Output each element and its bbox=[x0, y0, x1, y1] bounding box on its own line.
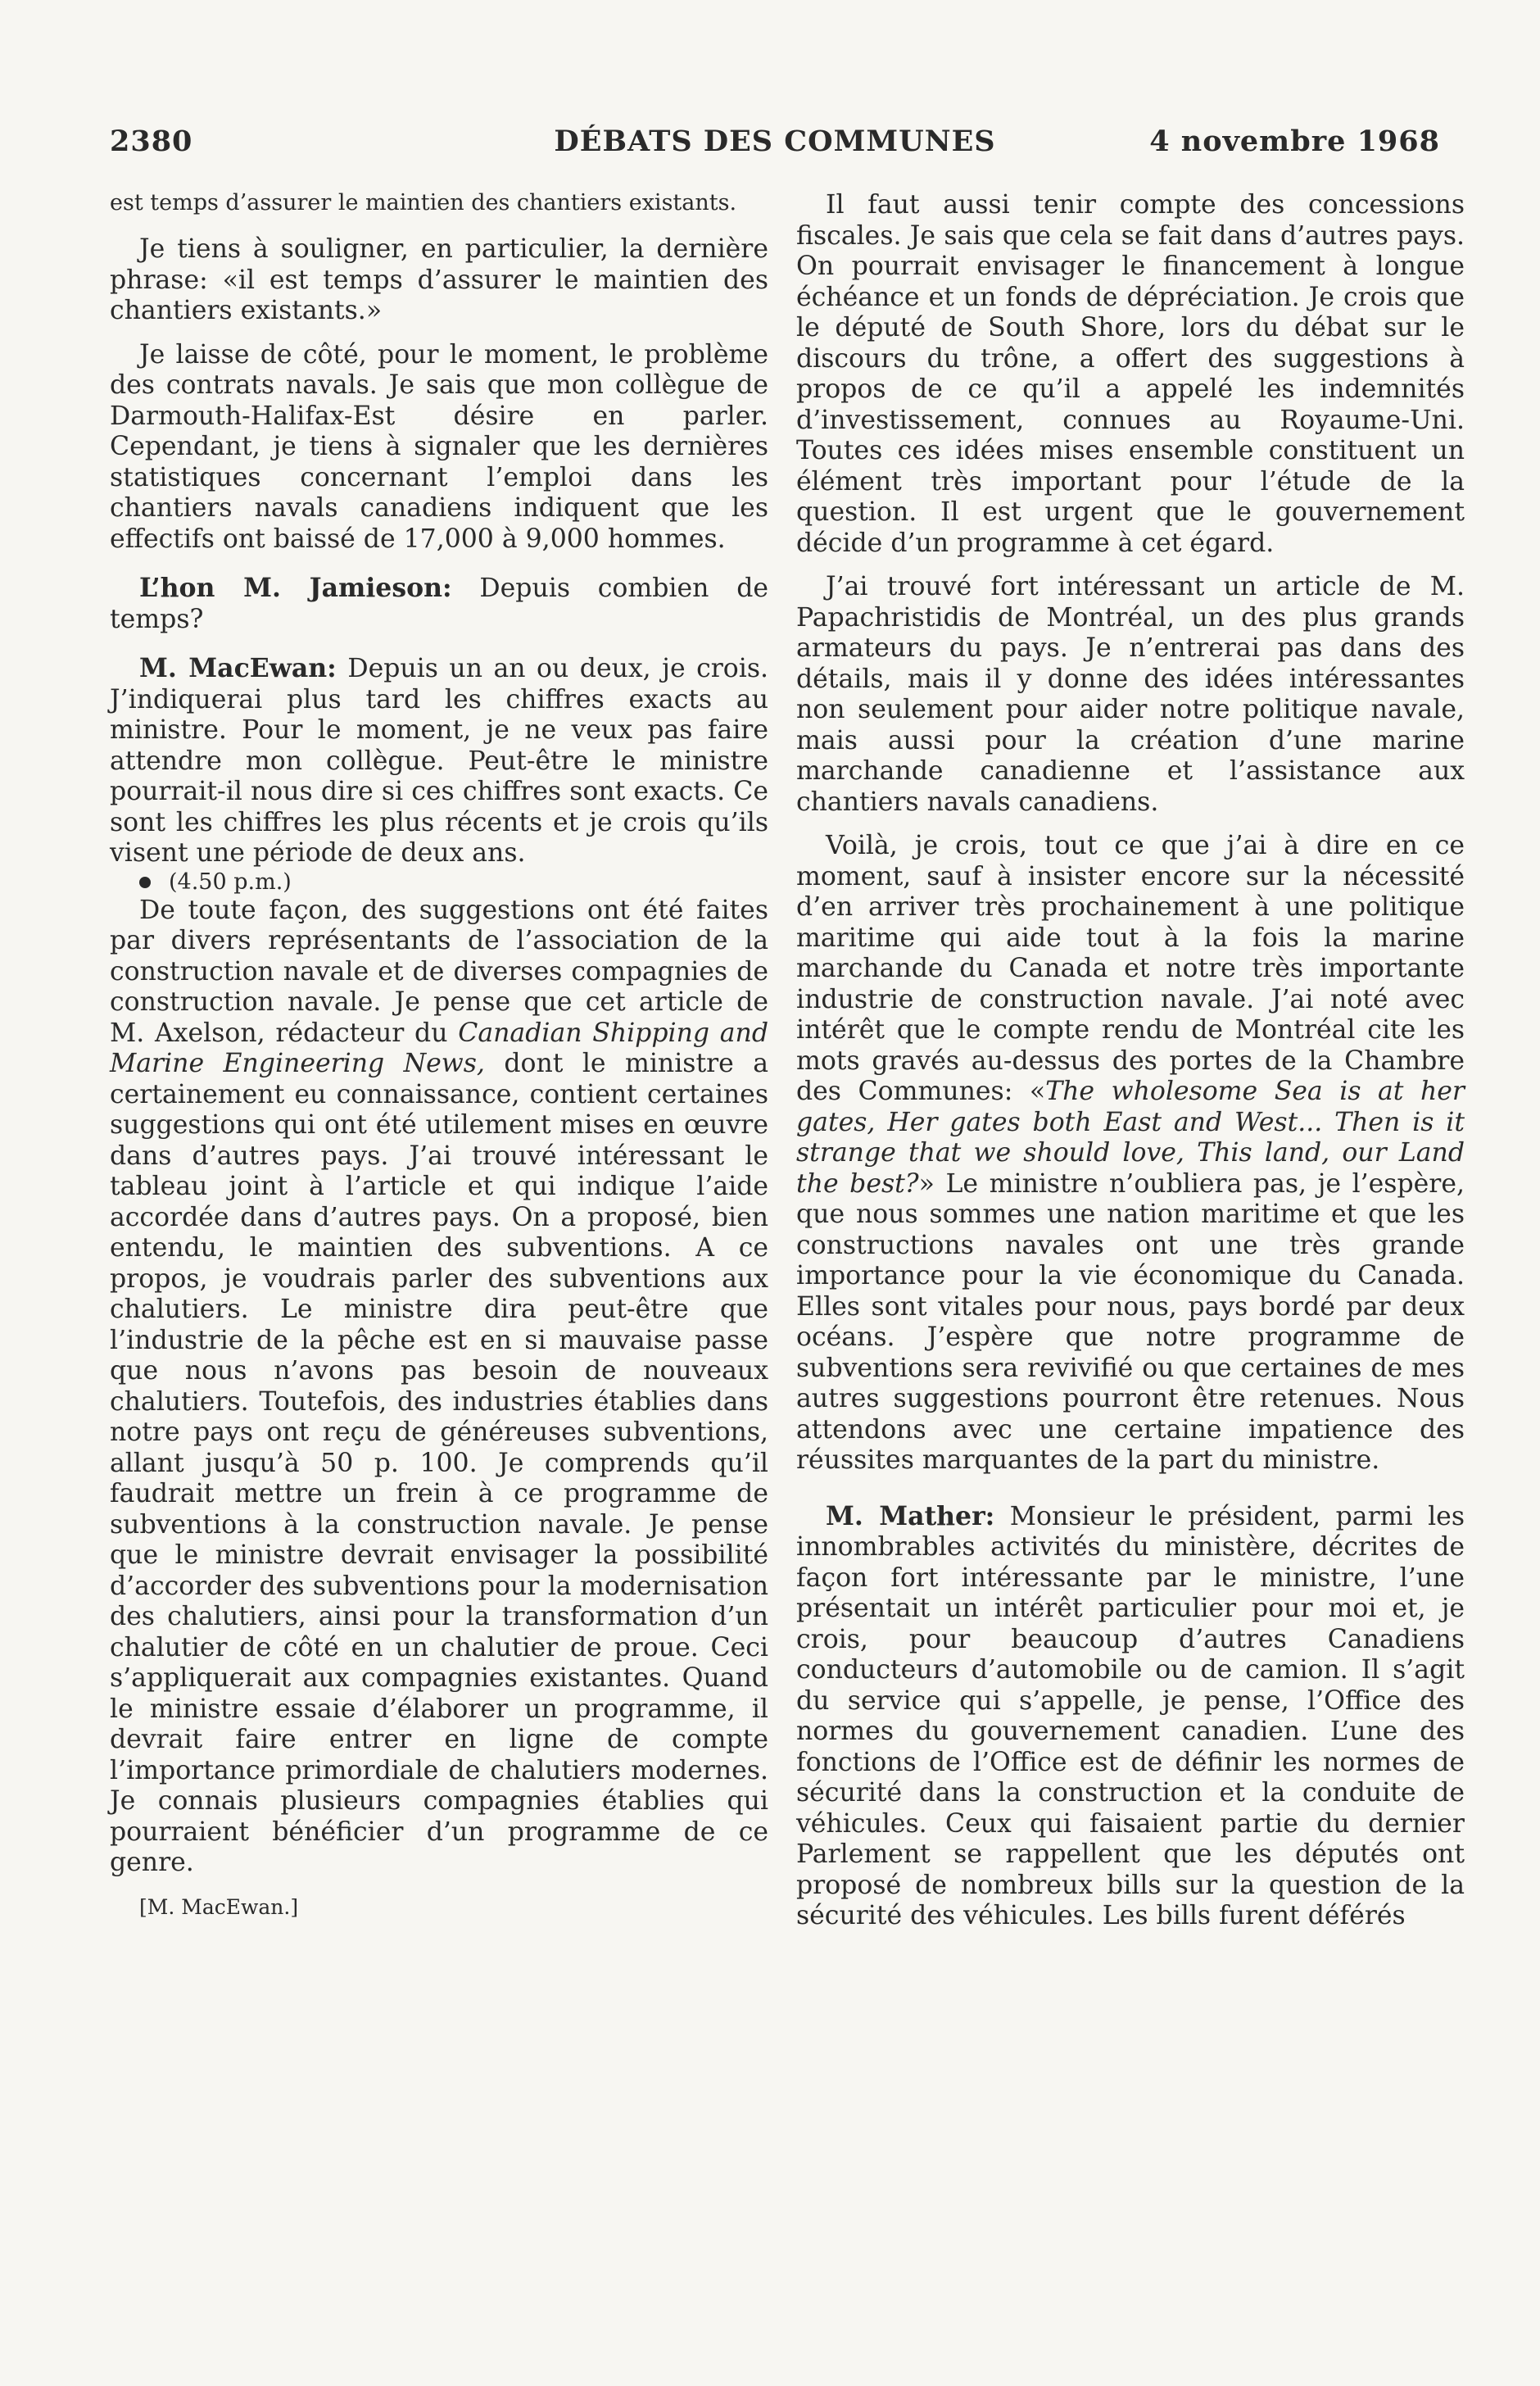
quotation: The wholesome Sea is at her gates, Her gates both East and West... Then is it strange that we should love, This land, our Land the best? bbox=[796, 1077, 1465, 1199]
page-title: DÉBATS DES COMMUNES bbox=[554, 125, 996, 158]
publication-title: Canadian Shipping and Marine Engineering News, bbox=[110, 1018, 768, 1078]
speech-text: Depuis un an ou deux, je crois. J’indiquerai plus tard les chiffres exacts au ministre. Pour le moment, je ne veux pas faire attendre mon collègue. Peut-être le ministre pourrait-il nous dire si ces chiffres sont exacts. Ce sont les chiffres les plus récents et je crois qu’ils visent une période de deux ans. bbox=[110, 654, 769, 868]
paragraph: Je tiens à souligner, en particulier, la dernière phrase: «il est temps d’assurer le maintien des chantiers existants.» bbox=[110, 234, 768, 325]
speech-text: dont le ministre a certainement eu connaissance, contient certaines suggestions qui ont été utilement mises en œuvre dans d’autres pays. J’ai trouvé intéressant le tableau joint à l’article et qui indique l’aide accordée dans d’autres pays. On a proposé, bien entendu, le maintien des subventions. A ce propos, je voudrais parler des subventions aux chalutiers. Le ministre dira peut-être que l’industrie de la pêche est en si mauvaise passe que nous n’avons pas besoin de nouveaux chalutiers. Toutefois, des industries établies dans notre pays ont reçu de généreuses subventions, allant jusqu’à 50 p. 100. Je comprends qu’il faudrait mettre un frein à ce programme de subventions à la construction navale. Je pense que le ministre devrait envisager la possibilité d’accorder des subventions pour la modernisation des chalutiers, ainsi pour la transformation d’un chalutier de côté en un chalutier de proue. Ceci s’appliquerait aux compagnies existantes. Quand le ministre essaie d’élaborer un programme, il devrait faire entrer en ligne de compte l’importance primordiale de chalutiers modernes. Je connais plusieurs compagnies établies qui pourraient bénéficier d’un programme de ce genre. bbox=[110, 1049, 768, 1877]
paragraph bbox=[796, 1501, 1465, 1932]
right-column bbox=[796, 190, 1465, 1932]
speaker-name: L’hon M. Jamieson: bbox=[139, 573, 452, 603]
paragraph bbox=[110, 573, 768, 635]
speaker-name: M. Mather: bbox=[826, 1500, 995, 1531]
page-date: 4 novembre 1968 bbox=[1149, 125, 1440, 158]
bullet-icon bbox=[139, 877, 151, 888]
paragraph: J’ai trouvé fort intéressant un article de M. Papachristidis de Montréal, un des plus grands armateurs du pays. Je n’entrerai pas dans des détails, mais il y donne des idées intéressantes non seulement pour aider notre politique navale, mais aussi pour la création d’une marine marchande canadienne et l’assistance aux chantiers navals canadiens. bbox=[796, 572, 1465, 817]
page-number: 2380 bbox=[110, 125, 193, 158]
left-column bbox=[110, 190, 768, 1920]
speaker-signoff: [M. MacEwan.] bbox=[139, 1894, 299, 1919]
paragraph: est temps d’assurer le maintien des chantiers existants. bbox=[110, 190, 737, 215]
paragraph: Il faut aussi tenir compte des concessions fiscales. Je sais que cela se fait dans d’autres pays. On pourrait envisager le financement à longue échéance et un fonds de dépréciation. Je crois que le député de South Shore, lors du débat sur le discours du trône, a offert des suggestions à propos de ce qu’il a appelé les indemnités d’investissement, connues au Royaume-Uni. Toutes ces idées mises ensemble constituent un élément très important pour l’étude de la question. Il est urgent que le gouvernement décide d’un programme à cet égard. bbox=[796, 190, 1465, 558]
paragraph: Je laisse de côté, pour le moment, le problème des contrats navals. Je sais que mon collègue de Darmouth-Halifax-Est désire en parler. Cependant, je tiens à signaler que les dernières statistiques concernant l’emploi dans les chantiers navals canadiens indiquent que les effectifs ont baissé de 17,000 à 9,000 hommes. bbox=[110, 339, 768, 554]
speech-text: Depuis combien de temps? bbox=[110, 574, 769, 634]
speaker-name: M. MacEwan: bbox=[139, 653, 337, 683]
paragraph bbox=[796, 831, 1465, 1477]
time-marker bbox=[110, 869, 768, 896]
speech-text: Voilà, je crois, tout ce que j’ai à dire en ce moment, sauf à insister encore sur la nécessité d’en arriver très prochainement à une politique maritime qui aide tout à la fois la marine marchande du Canada et notre très importante industrie de construction navale. J’ai noté avec intérêt que le compte rendu de Montréal cite les mots gravés au-dessus des portes de la Chambre des Communes: « bbox=[796, 831, 1465, 1106]
speech-text: » Le ministre n’oubliera pas, je l’espère, que nous sommes une nation maritime et que les constructions navales ont une très grande importance pour la vie économique du Canada. Elles sont vitales pour nous, pays bordé par deux océans. J’espère que notre programme de subventions sera revivifié ou que certaines de mes autres suggestions pourront être retenues. Nous attendons avec une certaine impatience des réussites marquantes de la part du ministre. bbox=[796, 1168, 1465, 1475]
paragraph bbox=[110, 653, 768, 869]
speech-text: Monsieur le président, parmi les innombrables activités du ministère, décrites de façon fort intéressante par le ministre, l’une présentait un intérêt particulier pour moi et, je crois, pour beaucoup d’autres Canadiens conducteurs d’automobile ou de camion. Il s’agit du service qui s’appelle, je pense, l’Office des normes du gouvernement canadien. L’une des fonctions de l’Office est de définir les normes de sécurité dans la construction et la conduite de véhicules. Ceux qui faisaient partie du dernier Parlement se rappellent que les députés ont proposé de nombreux bills sur la question de la sécurité des véhicules. Les bills furent déférés bbox=[796, 1501, 1465, 1930]
speech-text: De toute façon, des suggestions ont été faites par divers représentants de l’association de la construction navale et de diverses compagnies de construction navale. Je pense que cet article de M. Axelson, rédacteur du bbox=[110, 895, 768, 1048]
page-header bbox=[110, 125, 1440, 166]
paragraph bbox=[110, 896, 768, 1879]
time-stamp: (4.50 p.m.) bbox=[169, 869, 292, 895]
